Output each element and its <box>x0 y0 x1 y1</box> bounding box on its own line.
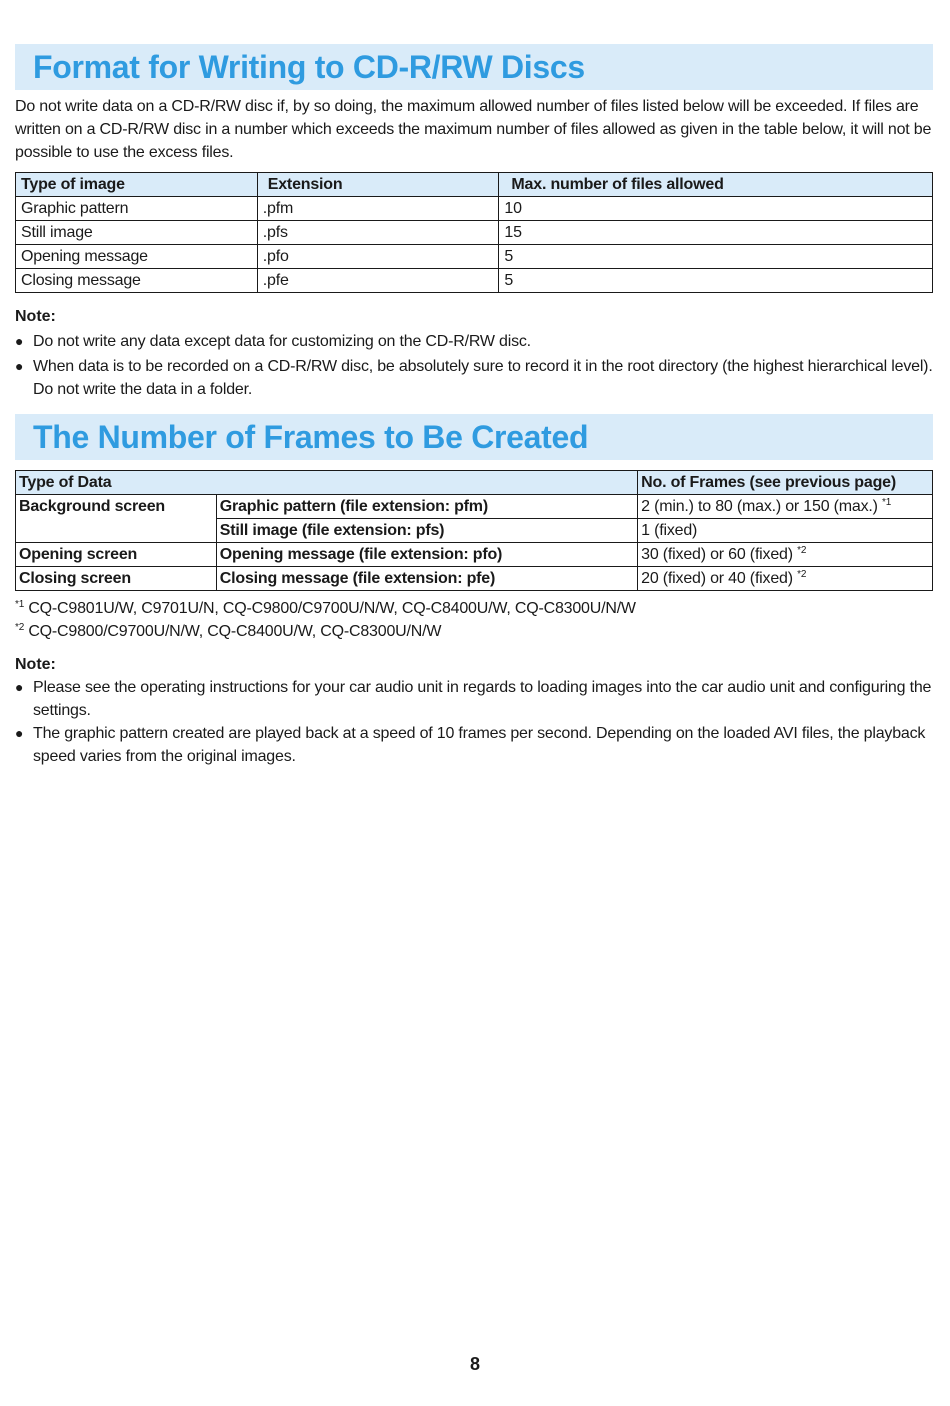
cell-frames <box>638 567 933 591</box>
header-no-of-frames: No. of Frames (see previous page) <box>638 471 933 495</box>
header-max-files: Max. number of files allowed <box>499 173 933 197</box>
table-row <box>16 567 933 591</box>
cell-data-type: Closing message (file extension: pfe) <box>216 567 637 591</box>
header-type-of-data: Type of Data <box>16 471 638 495</box>
bullet-icon: ● <box>15 358 24 374</box>
cell-type: Closing message <box>16 269 258 293</box>
footnote-mark: *2 <box>797 545 807 556</box>
note-text: Do not write any data except data for customizing on the CD-R/RW disc. <box>33 333 531 350</box>
table-row <box>16 269 933 293</box>
cell-extension: .pfe <box>257 269 499 293</box>
table-header-row <box>16 173 933 197</box>
frames-value: 2 (min.) to 80 (max.) or 150 (max.) <box>641 498 878 515</box>
note-text: The graphic pattern created are played back at a speed of 10 frames per second. Depending on the loaded AVI files, the playback speed varies from the original images. <box>33 725 926 765</box>
cell-max-files: 5 <box>499 245 933 269</box>
cell-extension: .pfo <box>257 245 499 269</box>
notes-list-format <box>15 330 933 401</box>
note-label-frames: Note: <box>15 656 56 673</box>
bullet-icon: ● <box>15 679 24 695</box>
section-title-frames: The Number of Frames to Be Created <box>15 414 933 460</box>
frames-value: 20 (fixed) or 40 (fixed) <box>641 570 793 587</box>
table-row <box>16 543 933 567</box>
header-type-of-image: Type of image <box>16 173 258 197</box>
bullet-icon: ● <box>15 333 24 349</box>
footnote-1 <box>15 597 933 620</box>
note-text: When data is to be recorded on a CD-R/RW disc, be absolutely sure to record it in the root directory (the highest hierarchical level). Do not write the data in a folder. <box>33 358 933 398</box>
section-title-format: Format for Writing to CD-R/RW Discs <box>15 44 933 90</box>
cell-extension: .pfs <box>257 221 499 245</box>
list-item <box>15 722 933 768</box>
footnote-mark: *2 <box>15 622 25 633</box>
table-row <box>16 221 933 245</box>
footnote-text: CQ-C9800/C9700U/N/W, CQ-C8400U/W, CQ-C8300U/N/W <box>28 623 442 640</box>
cell-data-type: Graphic pattern (file extension: pfm) <box>216 495 637 519</box>
cell-data-type: Still image (file extension: pfs) <box>216 519 637 543</box>
manual-page <box>15 44 933 768</box>
cell-type: Still image <box>16 221 258 245</box>
footnote-mark: *2 <box>797 569 807 580</box>
cell-type: Graphic pattern <box>16 197 258 221</box>
cell-type: Opening message <box>16 245 258 269</box>
footnote-mark: *1 <box>882 497 892 508</box>
cell-frames <box>638 519 933 543</box>
max-files-table <box>15 172 933 293</box>
list-item <box>15 676 933 722</box>
footnote-2 <box>15 620 933 643</box>
page-number: 8 <box>469 1354 480 1374</box>
frames-value: 1 (fixed) <box>641 522 698 539</box>
cell-frames <box>638 495 933 519</box>
cell-max-files: 10 <box>499 197 933 221</box>
list-item <box>15 330 933 353</box>
format-intro-paragraph: Do not write data on a CD-R/RW disc if, by so doing, the maximum allowed number of files listed below will be exceeded. If files are written on a CD-R/RW disc in a number which exceeds the maximum number of files allowed as given in the table below, it will not be possible to use the excess files. <box>15 98 932 161</box>
cell-extension: .pfm <box>257 197 499 221</box>
cell-frames <box>638 543 933 567</box>
table-row <box>16 197 933 221</box>
notes-list-frames <box>15 676 933 768</box>
cell-screen: Background screen <box>16 495 217 543</box>
header-extension: Extension <box>257 173 499 197</box>
cell-screen: Closing screen <box>16 567 217 591</box>
table-row <box>16 495 933 519</box>
frames-value: 30 (fixed) or 60 (fixed) <box>641 546 793 563</box>
cell-max-files: 5 <box>499 269 933 293</box>
list-item <box>15 355 933 401</box>
cell-screen: Opening screen <box>16 543 217 567</box>
footnote-text: CQ-C9801U/W, C9701U/N, CQ-C9800/C9700U/N/W, CQ-C8400U/W, CQ-C8300U/N/W <box>28 600 636 617</box>
table-row <box>16 245 933 269</box>
cell-max-files: 15 <box>499 221 933 245</box>
table-header-row <box>16 471 933 495</box>
note-text: Please see the operating instructions for your car audio unit in regards to loading images into the car audio unit and configuring the settings. <box>33 679 932 719</box>
note-label-format: Note: <box>15 308 56 325</box>
bullet-icon: ● <box>15 725 24 741</box>
frames-table <box>15 470 933 591</box>
footnote-mark: *1 <box>15 599 25 610</box>
cell-data-type: Opening message (file extension: pfo) <box>216 543 637 567</box>
